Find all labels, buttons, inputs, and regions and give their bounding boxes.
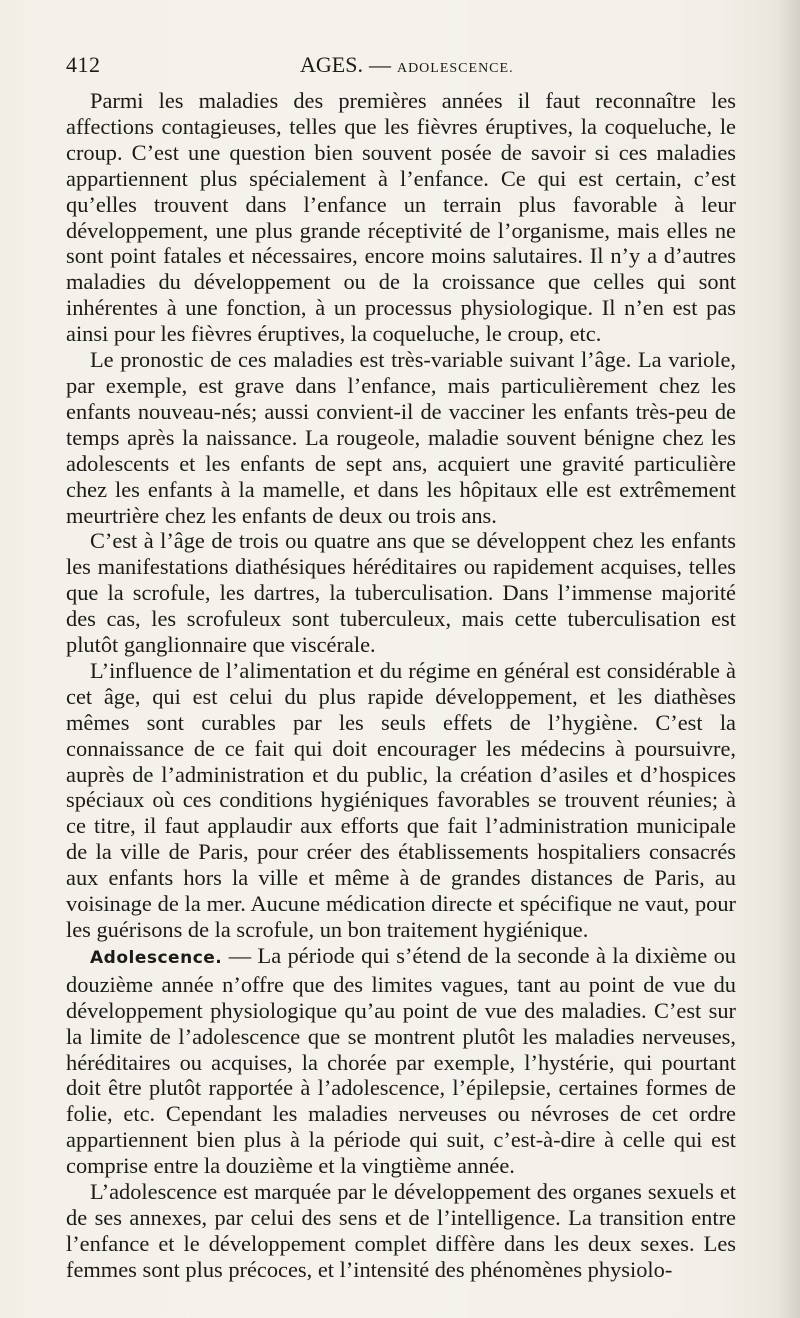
page-number: 412 xyxy=(66,52,101,77)
page-header xyxy=(66,52,736,82)
running-head-section: ADOLESCENCE. xyxy=(396,61,514,76)
paragraph-text: Le pronostic de ces maladies est très-variable suivant l’âge. La variole, par exemple, est grave dans l’enfance, mais particulièrement chez les enfants nouveau-nés; aussi convient-il de vacciner les enfants très-peu de temps après la naissance. La rougeole, maladie souvent bénigne chez les adolescents et les enfants de sept ans, acquiert une gravité particulière chez les enfants à la mamelle, et dans les hôpitaux elle est extrêmement meurtrière chez les enfants de deux ou trois ans. xyxy=(66,347,736,528)
paragraph-text: L’influence de l’alimentation et du régime en général est considérable à cet âge, qui est celui du plus rapide développement, et les diathèses mêmes sont curables par les seuls effets de l’hygiène. C’est la connaissance de ce fait qui doit encourager les médecins à poursuivre, auprès de l’administration et du public, la création d’asiles et d’hospices spéciaux où ces conditions hygiéniques favorables se trouvent réunies; à ce titre, il faut applaudir aux efforts que fait l’administration municipale de la ville de Paris, pour créer des établissements hospitaliers consacrés aux enfants hors la ville et même à de grandes distances de Paris, au voisinage de la mer. Aucune médication directe et spécifique ne vaut, pour les guérisons de la scrofule, un bon traitement hygiénique. xyxy=(66,657,736,942)
paragraph-text: C’est à l’âge de trois ou quatre ans que se développent chez les enfants les manifestations diathésiques héréditaires ou rapidement acquises, telles que la scrofule, les dartres, la tuberculisation. Dans l’immense majorité des cas, les scrofuleux sont tuberculeux, mais cette tuberculisation est plutôt ganglionnaire que viscérale. xyxy=(66,528,736,658)
paragraph-development xyxy=(66,1179,736,1283)
page-edge-shadow xyxy=(778,0,800,1318)
paragraph-text: Parmi les maladies des premières années il faut reconnaître les affections contagieuses, telles que les fièvres éruptives, la coqueluche, le croup. C’est une question bien souvent posée de savoir si ces maladies appartiennent plus spécialement à l’enfance. Ce qui est certain, c’est qu’elles trouvent dans l’enfance un terrain plus favorable à leur développement, une plus grande réceptivité de l’organisme, mais elles ne sont point fatales et nécessaires, encore moins salutaires. Il n’y a d’autres maladies du développement ou de la croissance que celles qui sont inhérentes à une fonction, à un processus physiologique. Il n’en est pas ainsi pour les fièvres éruptives, la coqueluche, le croup, etc. xyxy=(66,88,736,347)
paragraph-prognosis xyxy=(66,347,736,528)
running-head-separator: — xyxy=(368,52,391,77)
paragraph-adolescence xyxy=(66,943,736,1179)
paragraph-contagious-diseases xyxy=(66,88,736,347)
paragraph-diathesis xyxy=(66,528,736,658)
paragraph-hygiene xyxy=(66,658,736,943)
body-text xyxy=(66,88,736,1283)
section-heading-adolescence: Adolescence. xyxy=(90,947,223,968)
paragraph-text: L’adolescence est marquée par le développement des organes sexuels et de ses annexes, par celui des sens et de l’intelligence. La transition entre l’enfance et le développement complet diffère dans les deux sexes. Les femmes sont plus précoces, et l’intensité des phénomènes physiolo- xyxy=(66,1179,736,1282)
paragraph-text: — La période qui s’étend de la seconde à la dixième ou douzième année n’offre que des limites vagues, tant au point de vue du développement physiologique qu’au point de vue des maladies. C’est sur la limite de l’adolescence que se montrent plutôt les maladies nerveuses, héréditaires ou acquises, la chorée par exemple, l’hystérie, qui pourtant doit être plutôt rapportée à l’adolescence, l’épilepsie, certaines formes de folie, etc. Cependant les maladies nerveuses ou névroses de cet ordre appartiennent bien plus à la période qui suit, c’est-à-dire à celle qui est comprise entre la douzième et la vingtième année. xyxy=(66,942,736,1179)
running-head-title: AGES. xyxy=(300,52,363,77)
running-head xyxy=(300,52,514,78)
